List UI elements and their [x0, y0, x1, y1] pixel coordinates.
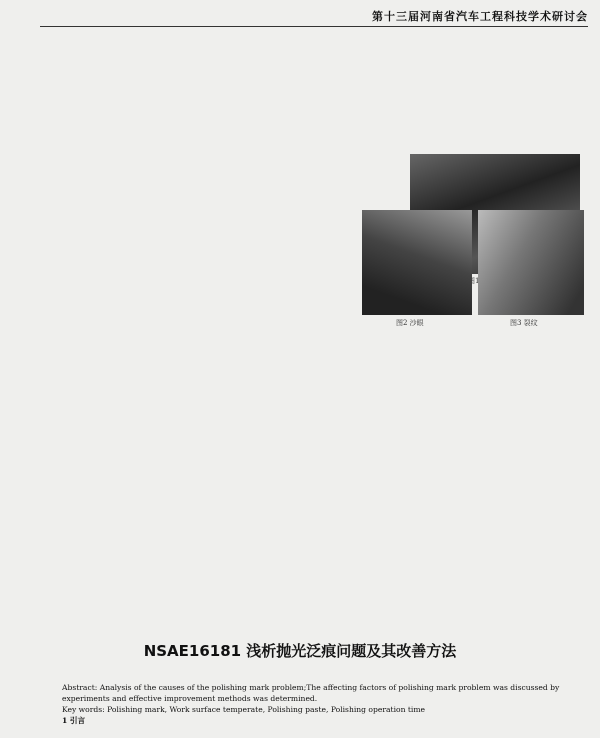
figure-2-image: [362, 210, 472, 315]
article-abstract: [62, 682, 586, 726]
figure-3-caption: 图3 裂纹: [510, 319, 538, 327]
figure-3-image: [478, 210, 584, 315]
keywords-en: Key words: Polishing mark, Work surface temperate, Polishing paste, Polishing operation time: [62, 705, 426, 714]
header-title: 第十三届河南省汽车工程科技学术研讨会: [372, 10, 588, 23]
running-header: [40, 6, 588, 27]
intro-heading: 1 引言: [62, 716, 86, 725]
article-title: NSAE16181 浅析抛光泛痕问题及其改善方法: [143, 642, 457, 660]
figure-1-caption: 图1: [468, 277, 480, 285]
abstract-en: Abstract: Analysis of the causes of the polishing mark problem;The affecting factors of polishing mark problem was discussed by experiments and effective improvement methods was determined.: [62, 683, 560, 703]
figure-2-caption: 图2 沙眼: [396, 319, 424, 327]
